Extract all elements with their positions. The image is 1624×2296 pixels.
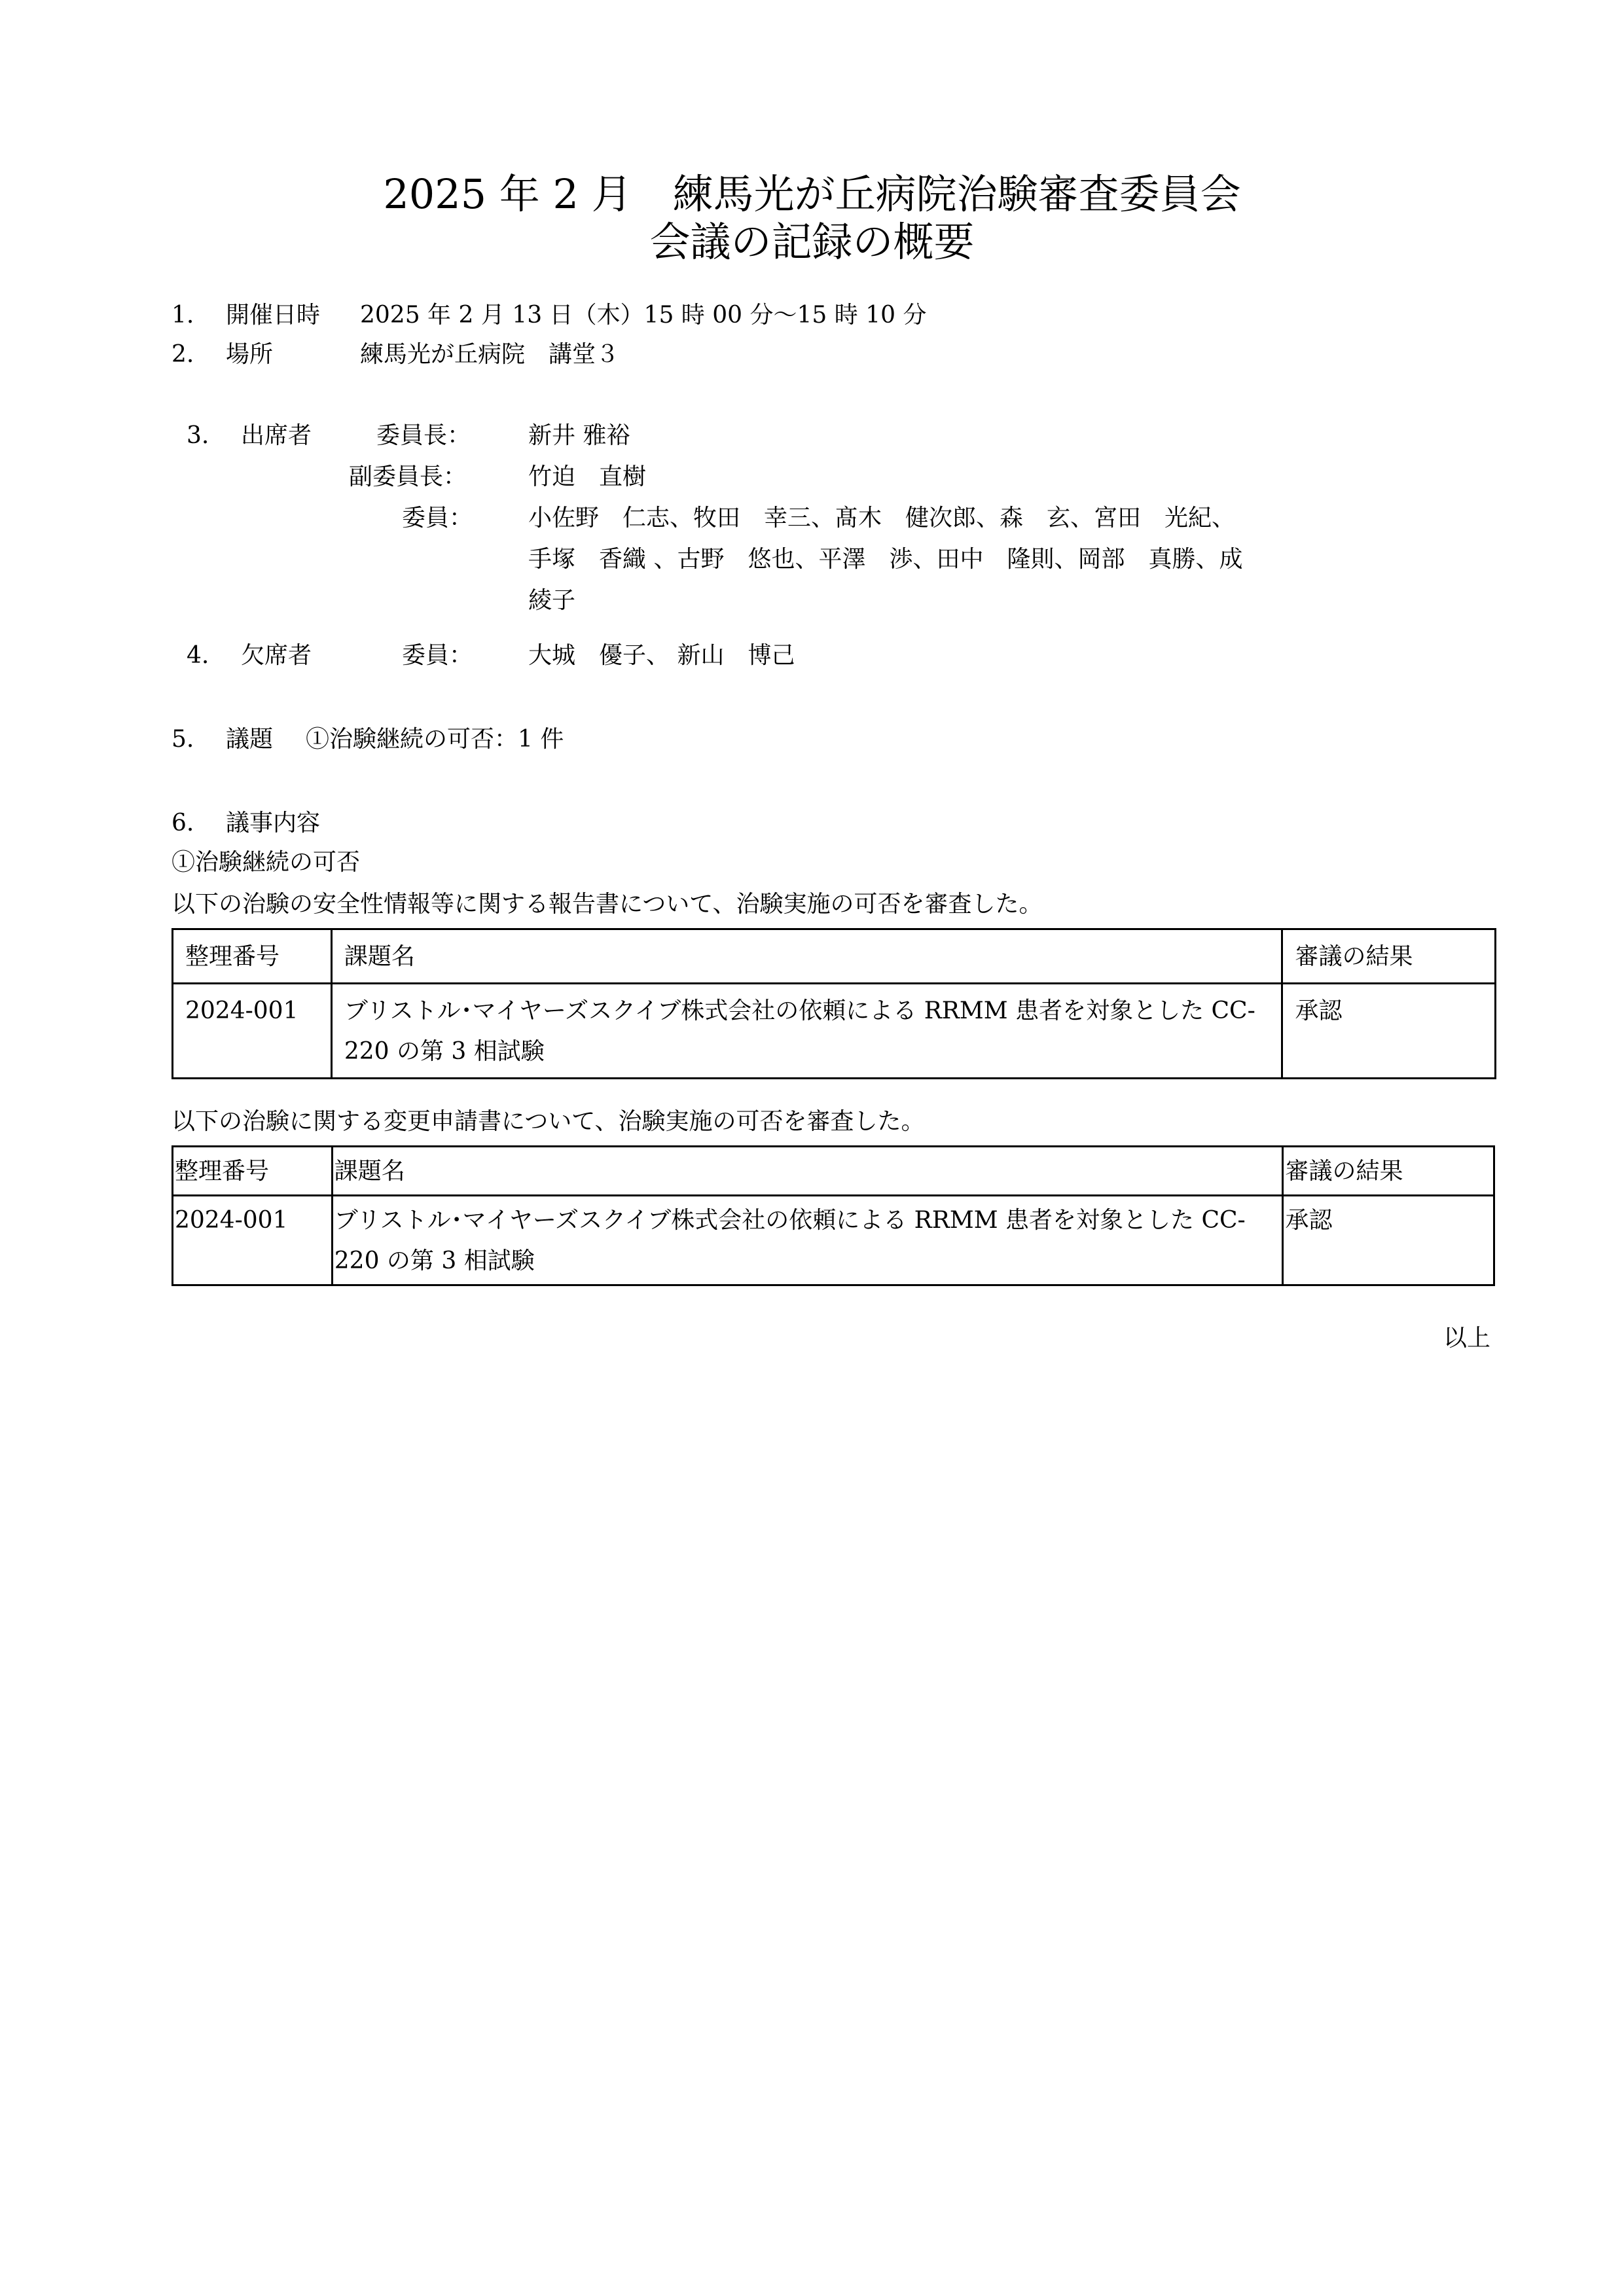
document-title-line1: 2025 年 2 月 練馬光が丘病院治験審査委員会: [383, 170, 1241, 218]
review-table-amendment: [171, 1145, 1495, 1286]
members-line3: 綾子: [528, 587, 576, 614]
table-header-row: [173, 929, 1496, 984]
item2-number: 2.: [171, 341, 194, 368]
item1-label: 開催日時: [226, 302, 321, 329]
table1-intro: 以下の治験の安全性情報等に関する報告書について、治験実施の可否を審査した。: [171, 891, 1043, 918]
cell-number: 2024-001: [173, 1196, 333, 1285]
chair-value: 新井 雅裕: [528, 422, 630, 449]
item3-label: 出席者: [241, 422, 312, 449]
column-header-result: 審議の結果: [1282, 929, 1496, 984]
item5-value: ①治験継続の可否：1 件: [306, 726, 564, 753]
members-label: 委員：: [402, 505, 473, 531]
members-line1: 小佐野 仁志、牧田 幸三、髙木 健次郎、森 玄、宮田 光紀、: [528, 505, 1236, 531]
review-table-safety: [171, 928, 1496, 1079]
cell-title: ブリストル･マイヤーズスクイブ株式会社の依頼による RRMM 患者を対象とした CC-220 の第 3 相試験: [332, 1196, 1283, 1285]
item6-label: 議事内容: [226, 810, 321, 836]
table2-intro: 以下の治験に関する変更申請書について、治験実施の可否を審査した。: [171, 1108, 925, 1135]
members-line2: 手塚 香織 、古野 悠也、平澤 渉、田中 隆則、岡部 真勝、成: [528, 546, 1243, 573]
absent-value: 大城 優子、 新山 博己: [528, 642, 795, 669]
section-heading: ①治験継続の可否: [171, 849, 361, 876]
absent-label: 委員：: [402, 642, 473, 669]
item5-number: 5.: [171, 726, 194, 753]
item1-number: 1.: [171, 302, 194, 329]
chair-label: 委員長：: [376, 422, 471, 449]
item3-number: 3.: [187, 422, 209, 449]
column-header-number: 整理番号: [173, 929, 332, 984]
item4-label: 欠席者: [241, 642, 312, 669]
cell-number: 2024-001: [173, 984, 332, 1079]
item6-number: 6.: [171, 810, 194, 836]
column-header-number: 整理番号: [173, 1147, 333, 1196]
table-row: [173, 984, 1496, 1079]
item2-label: 場所: [226, 341, 274, 368]
cell-title: ブリストル･マイヤーズスクイブ株式会社の依頼による RRMM 患者を対象とした CC-220 の第 3 相試験: [331, 984, 1282, 1079]
table-row: [173, 1196, 1494, 1285]
column-header-title: 課題名: [331, 929, 1282, 984]
item4-number: 4.: [187, 642, 209, 669]
cell-result: 承認: [1283, 1196, 1494, 1285]
cell-result: 承認: [1282, 984, 1496, 1079]
document-title-line2: 会議の記録の概要: [649, 218, 975, 266]
column-header-result: 審議の結果: [1283, 1147, 1494, 1196]
table-header-row: [173, 1147, 1494, 1196]
item1-value: 2025 年 2 月 13 日（木）15 時 00 分～15 時 10 分: [360, 302, 927, 329]
vice-chair-label: 副委員長：: [349, 463, 467, 490]
closing-text: 以上: [1443, 1325, 1491, 1352]
item5-label: 議題: [226, 726, 274, 753]
vice-chair-value: 竹迫 直樹: [528, 463, 647, 490]
item2-value: 練馬光が丘病院 講堂３: [360, 341, 620, 368]
column-header-title: 課題名: [332, 1147, 1283, 1196]
